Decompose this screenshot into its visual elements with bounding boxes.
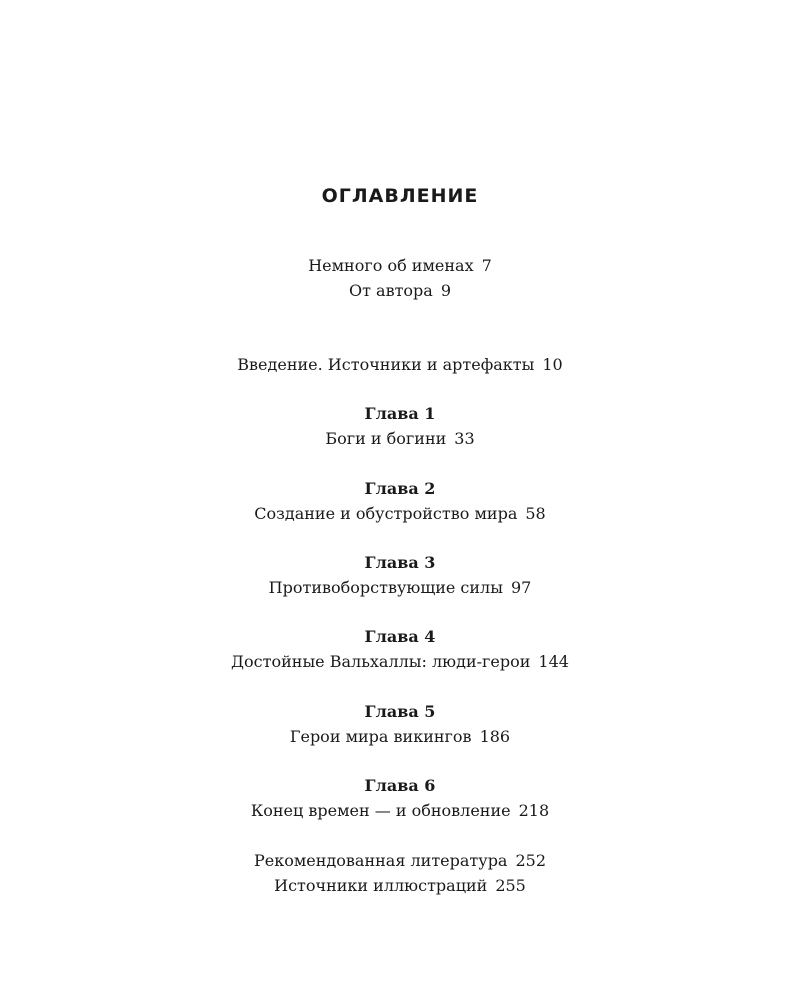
toc-entry-introduction [0, 355, 800, 375]
toc-entry-front-1 [0, 256, 800, 276]
toc-entry-front-2 [0, 281, 800, 301]
chapter-4-entry [0, 652, 800, 672]
chapter-5-label: Глава 5 [364, 702, 436, 721]
toc-entry-page: 58 [525, 504, 546, 523]
toc-title: ОГЛАВЛЕНИЕ [321, 185, 479, 207]
toc-entry-page: 186 [479, 727, 511, 746]
toc-entry-page: 9 [440, 281, 452, 300]
toc-entry-text: Источники иллюстраций [274, 876, 488, 895]
chapter-4-label: Глава 4 [364, 627, 436, 646]
chapter-2-label: Глава 2 [364, 479, 436, 498]
toc-entry-text: Конец времен — и обновление [250, 801, 511, 820]
toc-entry-text: Боги и богини [325, 429, 447, 448]
chapter-3-entry [0, 578, 800, 598]
chapter-6-entry [0, 801, 800, 821]
chapter-1-label: Глава 1 [364, 404, 436, 423]
chapter-5-entry [0, 727, 800, 747]
toc-entry-back-2 [0, 876, 800, 896]
chapter-1-entry [0, 429, 800, 449]
toc-entry-page: 7 [481, 256, 492, 275]
chapter-3-label: Глава 3 [364, 553, 436, 572]
toc-entry-text: Создание и обустройство мира [254, 504, 518, 523]
toc-entry-page: 255 [495, 876, 526, 895]
chapter-6-label: Глава 6 [364, 776, 436, 795]
toc-entry-page: 97 [510, 578, 532, 597]
toc-entry-text: Противоборствующие силы [268, 578, 503, 597]
toc-entry-text: Немного об именах [308, 256, 474, 275]
toc-entry-page: 218 [518, 801, 550, 820]
toc-entry-text: Рекомендованная литература [253, 851, 508, 870]
toc-entry-page: 10 [542, 355, 563, 374]
toc-entry-text: От автора [348, 281, 433, 300]
toc-entry-back-1 [0, 851, 800, 871]
toc-entry-text: Достойные Вальхаллы: люди-герои [231, 652, 531, 671]
toc-entry-page: 144 [538, 652, 569, 671]
toc-entry-text: Введение. Источники и артефакты [237, 355, 535, 374]
chapter-2-entry [0, 504, 800, 524]
toc-entry-page: 33 [454, 429, 475, 448]
toc-entry-text: Герои мира викингов [289, 727, 472, 746]
toc-entry-page: 252 [515, 851, 547, 870]
